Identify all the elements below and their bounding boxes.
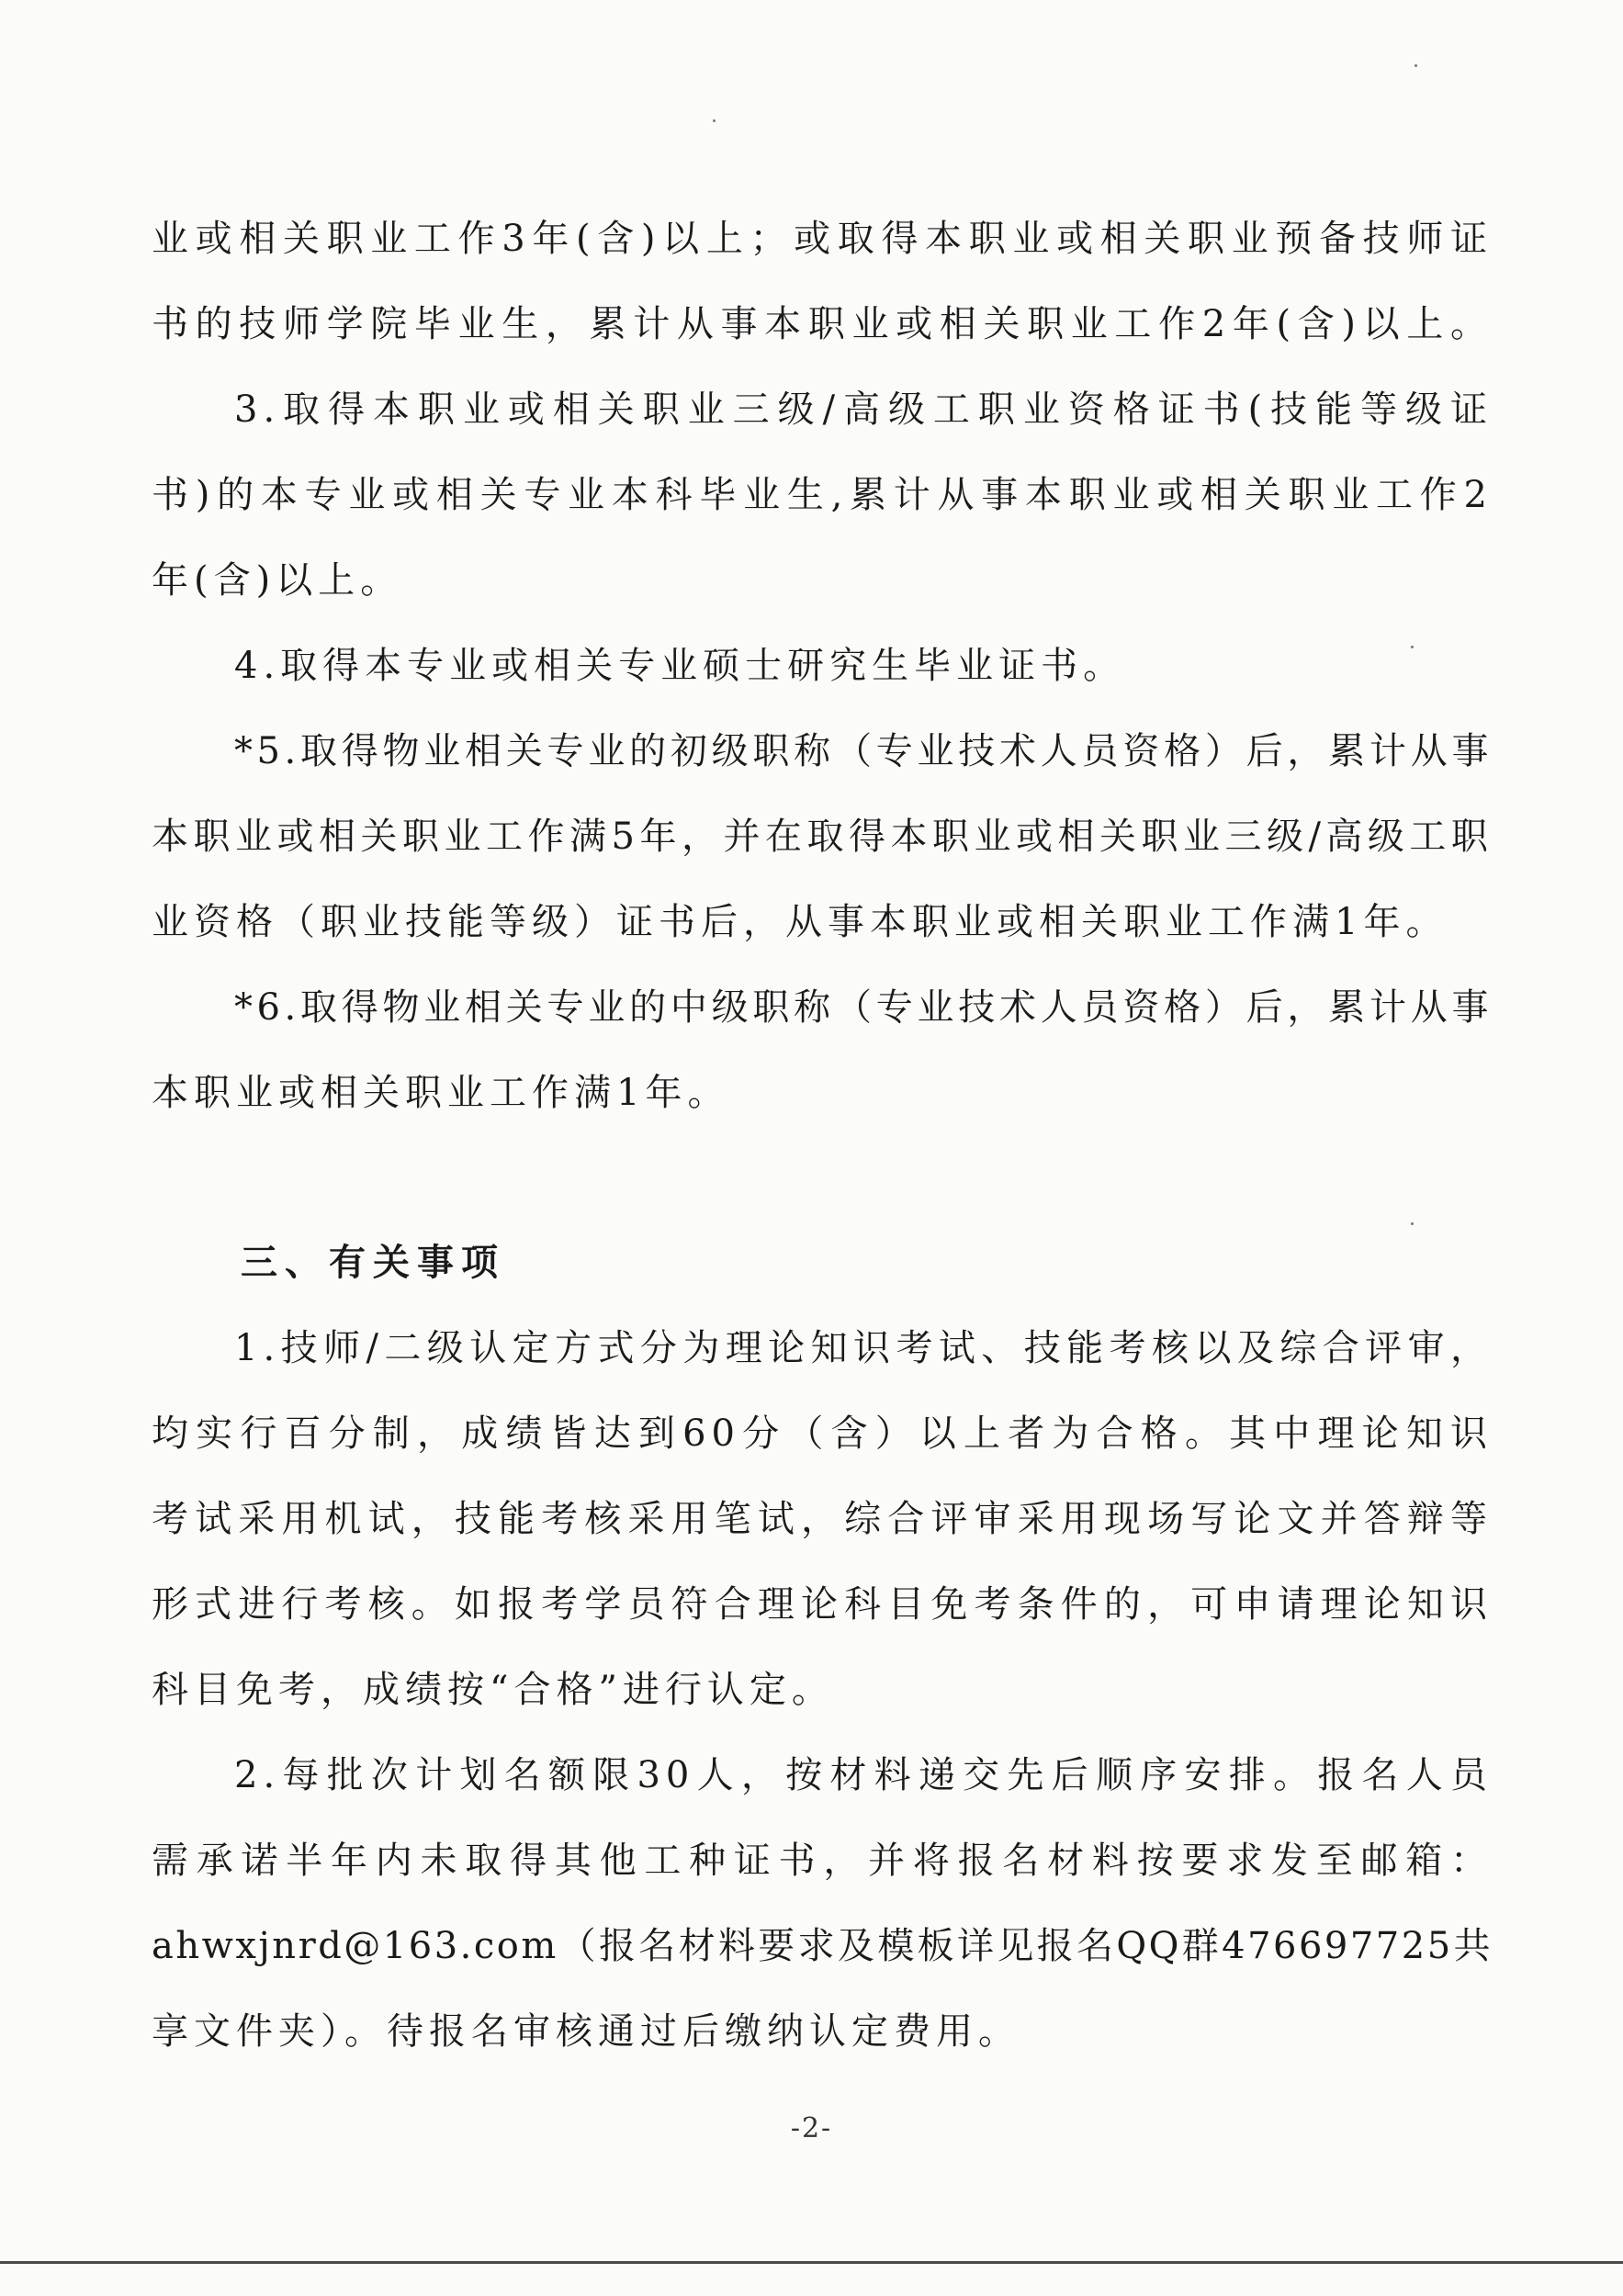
section-heading: 三、有关事项	[241, 1242, 505, 1284]
matter-1-line-5: 科目免考，成绩按“合格”进行认定。	[152, 1669, 834, 1711]
matter-1-line-4: 形式进行考核。如报考学员符合理论科目免考条件的，可申请理论知识	[152, 1583, 1493, 1626]
item-6-line-2: 本职业或相关职业工作满1年。	[152, 1072, 730, 1114]
matter-1-line-3: 考试采用机试，技能考核采用笔试，综合评审采用现场写论文并答辩等	[152, 1498, 1493, 1540]
item-3-line-1: 3.取得本职业或相关职业三级/高级工职业资格证书(技能等级证	[234, 388, 1493, 431]
page-number: -2-	[790, 2112, 833, 2144]
matter-2-line-1: 2.每批次计划名额限30人，按材料递交先后顺序安排。报名人员	[234, 1754, 1493, 1796]
matter-1-line-2: 均实行百分制，成绩皆达到60分（含）以上者为合格。其中理论知识	[152, 1412, 1493, 1455]
item-6-line-1: *6.取得物业相关专业的中级职称（专业技术人员资格）后，累计从事	[234, 986, 1493, 1029]
scan-speck	[1414, 64, 1417, 67]
scan-speck	[1411, 1222, 1414, 1225]
body-line-1: 业或相关职业工作3年(含)以上；或取得本职业或相关职业预备技师证	[152, 218, 1493, 260]
scan-speck	[713, 119, 716, 122]
item-3-line-3: 年(含)以上。	[152, 559, 403, 602]
body-line-2: 书的技师学院毕业生，累计从事本职业或相关职业工作2年(含)以上。	[152, 303, 1493, 345]
matter-2-line-3: ahwxjnrd@163.com（报名材料要求及模板详见报名QQ群476697725共	[152, 1925, 1493, 1967]
matter-2-line-2: 需承诺半年内未取得其他工种证书，并将报名材料按要求发至邮箱：	[152, 1840, 1493, 1882]
item-5-line-2: 本职业或相关职业工作满5年，并在取得本职业或相关职业三级/高级工职	[152, 816, 1493, 858]
item-5-line-3: 业资格（职业技能等级）证书后，从事本职业或相关职业工作满1年。	[152, 901, 1448, 943]
item-5-line-1: *5.取得物业相关专业的初级职称（专业技术人员资格）后，累计从事	[234, 730, 1493, 772]
matter-1-line-1: 1.技师/二级认定方式分为理论知识考试、技能考核以及综合评审，	[234, 1327, 1493, 1369]
item-4-line-1: 4.取得本专业或相关专业硕士研究生毕业证书。	[234, 645, 1126, 687]
matter-2-line-4: 享文件夹）。待报名审核通过后缴纳认定费用。	[152, 2010, 1020, 2053]
bottom-scan-edge	[0, 2261, 1623, 2264]
item-3-line-2: 书)的本专业或相关专业本科毕业生,累计从事本职业或相关职业工作2	[152, 474, 1493, 516]
scan-speck	[1411, 646, 1414, 648]
